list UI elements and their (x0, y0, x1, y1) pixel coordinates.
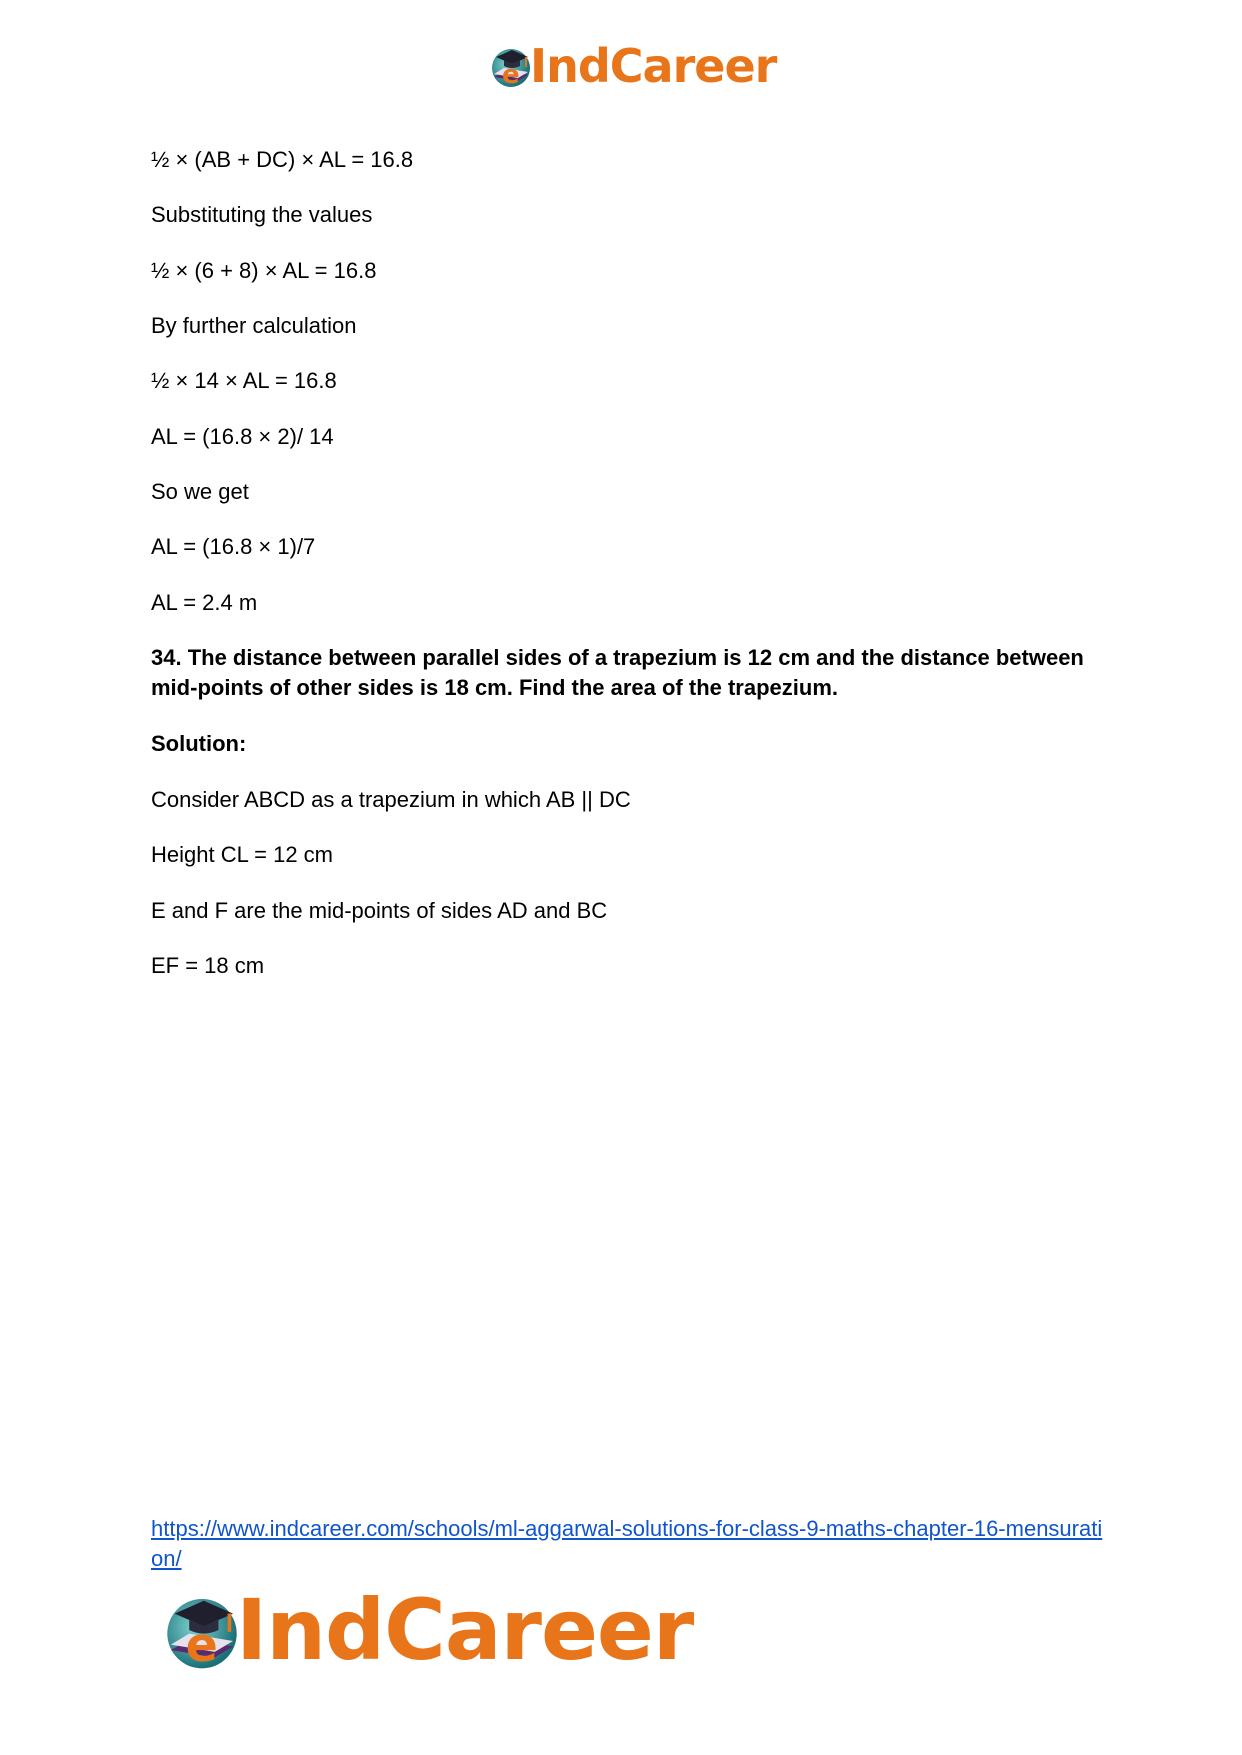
text-line: By further calculation (151, 313, 357, 338)
graduation-cap-globe-icon (488, 43, 534, 89)
text-line: Consider ABCD as a trapezium in which AB || DC (151, 787, 631, 812)
footer-logo-text: IndCareer (236, 1581, 694, 1679)
text-line: Substituting the values (151, 202, 373, 227)
equation-line: AL = (16.8 × 2)/ 14 (151, 424, 334, 449)
footer-logo (160, 1582, 693, 1678)
solution-label: Solution: (151, 731, 247, 756)
text-line: Height CL = 12 cm (151, 842, 333, 867)
svg-text:e: e (502, 60, 520, 89)
text-line: EF = 18 cm (151, 953, 265, 978)
source-link[interactable]: https://www.indcareer.com/schools/ml-aggarwal-solutions-for-class-9-maths-chapter-16-mensuration/ (151, 1516, 1103, 1571)
header-logo (488, 40, 776, 92)
equation-line: ½ × (6 + 8) × AL = 16.8 (151, 258, 377, 283)
equation-line: AL = 2.4 m (151, 590, 258, 615)
equation-line: ½ × 14 × AL = 16.8 (151, 368, 337, 393)
equation-line: ½ × (AB + DC) × AL = 16.8 (151, 147, 414, 172)
text-line: So we get (151, 479, 249, 504)
text-line: E and F are the mid-points of sides AD and BC (151, 898, 608, 923)
graduation-cap-globe-icon (160, 1588, 244, 1672)
header-logo-text: IndCareer (530, 39, 777, 93)
svg-text:e: e (185, 1618, 218, 1672)
question-34: 34. The distance between parallel sides of a trapezium is 12 cm and the distance between mid-points of other sides is 18 cm. Find the area of the trapezium. (151, 645, 1084, 700)
equation-line: AL = (16.8 × 1)/7 (151, 534, 316, 559)
